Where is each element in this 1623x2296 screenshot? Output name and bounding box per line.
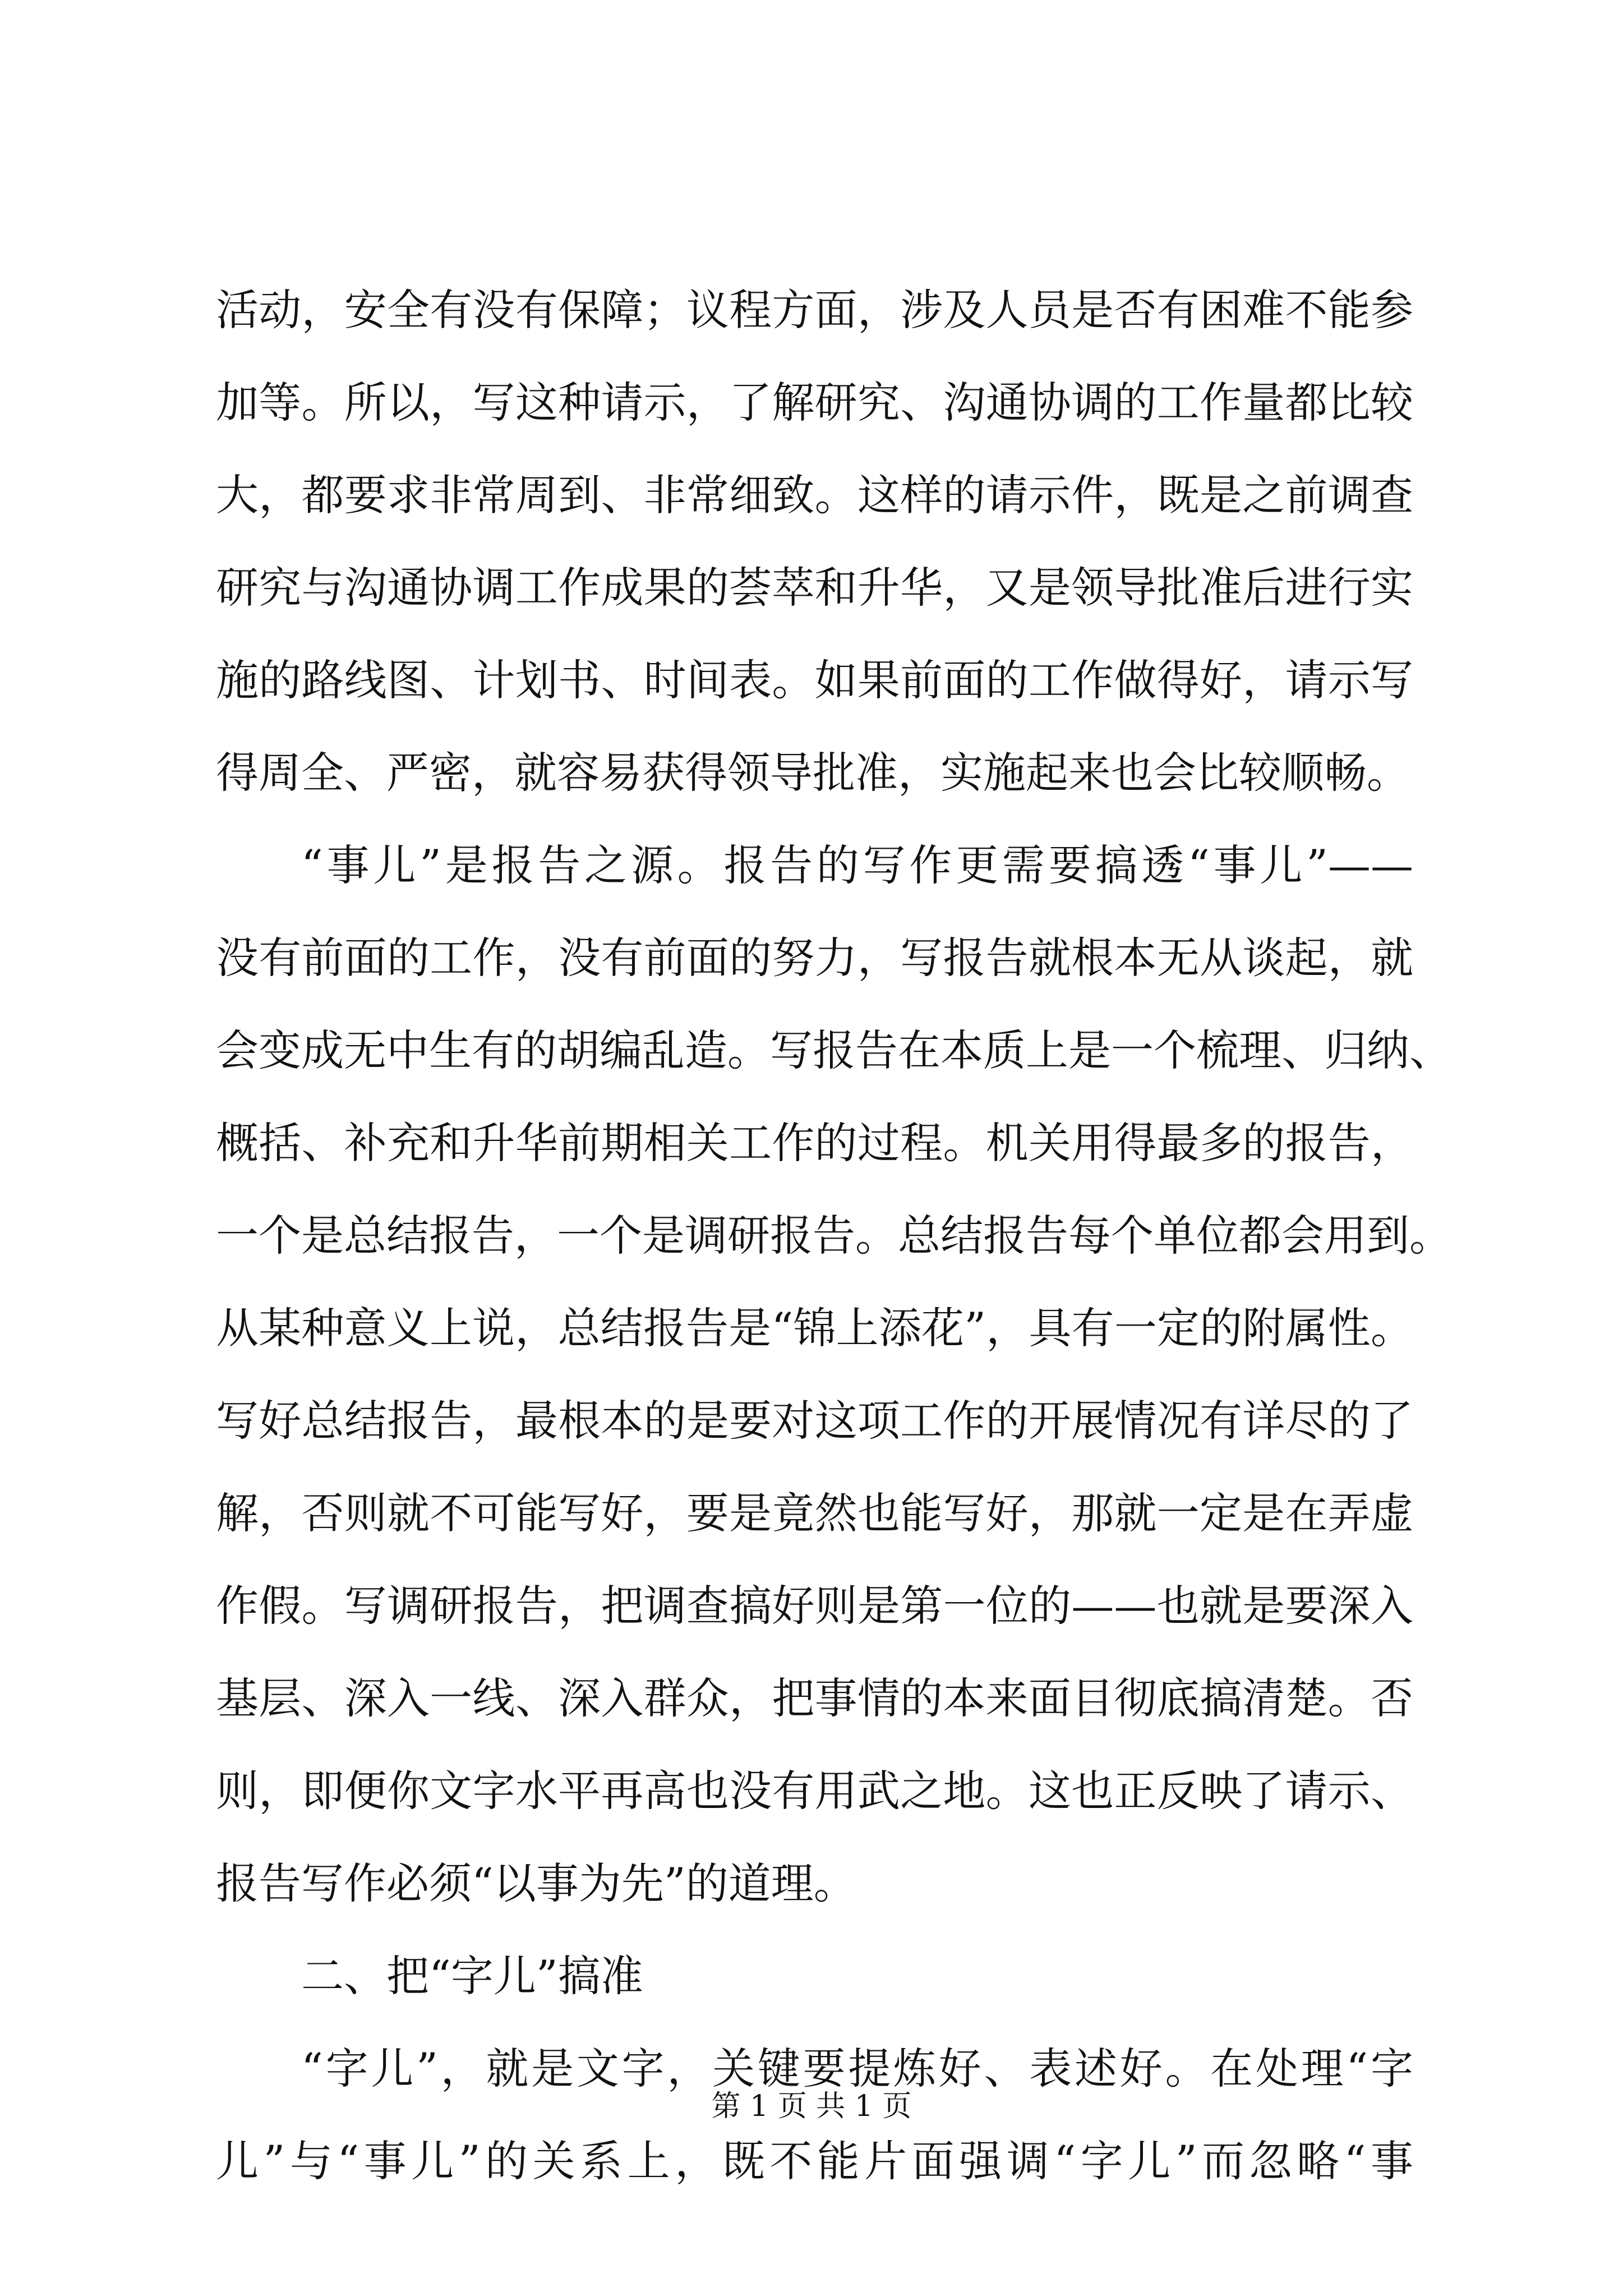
text-line: 报告写作必须“以事为先”的道理。 bbox=[216, 1858, 856, 1908]
text-line: 作假。写调研报告，把调查搞好则是第一位的——也就是要深入 bbox=[216, 1581, 1413, 1631]
text-line: 会变成无中生有的胡编乱造。写报告在本质上是一个梳理、归纳、 bbox=[216, 1025, 1452, 1075]
text-line: 没有前面的工作，没有前面的努力，写报告就根本无从谈起，就 bbox=[216, 933, 1413, 983]
text-line: 施的路线图、计划书、时间表。如果前面的工作做得好，请示写 bbox=[216, 655, 1413, 705]
text-line: 概括、补充和升华前期相关工作的过程。机关用得最多的报告， bbox=[216, 1118, 1413, 1168]
text-line: 写好总结报告，最根本的是要对这项工作的开展情况有详尽的了 bbox=[216, 1396, 1413, 1446]
text-line: 活动，安全有没有保障；议程方面，涉及人员是否有困难不能参 bbox=[216, 285, 1413, 335]
document-body bbox=[216, 264, 1452, 2207]
text-line: 得周全、严密，就容易获得领导批准，实施起来也会比较顺畅。 bbox=[216, 748, 1409, 798]
page-number-footer: 第 1 页 共 1 页 bbox=[711, 2090, 912, 2123]
text-line: 一个是总结报告，一个是调研报告。总结报告每个单位都会用到。 bbox=[216, 1211, 1452, 1260]
paragraph-start-line: “事儿”是报告之源。报告的写作更需要搞透“事儿”—— bbox=[301, 840, 1413, 890]
text-line: 儿”与“事儿”的关系上，既不能片面强调“字儿”而忽略“事 bbox=[216, 2136, 1413, 2186]
text-line: 基层、深入一线、深入群众，把事情的本来面目彻底搞清楚。否 bbox=[216, 1673, 1413, 1723]
text-line: 从某种意义上说，总结报告是“锦上添花”，具有一定的附属性。 bbox=[216, 1303, 1413, 1353]
text-line: 研究与沟通协调工作成果的荟萃和升华，又是领导批准后进行实 bbox=[216, 563, 1413, 613]
text-line: 解，否则就不可能写好，要是竟然也能写好，那就一定是在弄虚 bbox=[216, 1488, 1413, 1538]
text-line: 则，即便你文字水平再高也没有用武之地。这也正反映了请示、 bbox=[216, 1766, 1413, 1816]
section-heading: 二、把“字儿”搞准 bbox=[301, 1951, 643, 2001]
text-line: 加等。所以，写这种请示，了解研究、沟通协调的工作量都比较 bbox=[216, 378, 1413, 427]
paragraph-start-line: “字儿”，就是文字，关键要提炼好、表述好。在处理“字 bbox=[301, 2044, 1413, 2093]
text-line: 大，都要求非常周到、非常细致。这样的请示件，既是之前调查 bbox=[216, 470, 1413, 520]
